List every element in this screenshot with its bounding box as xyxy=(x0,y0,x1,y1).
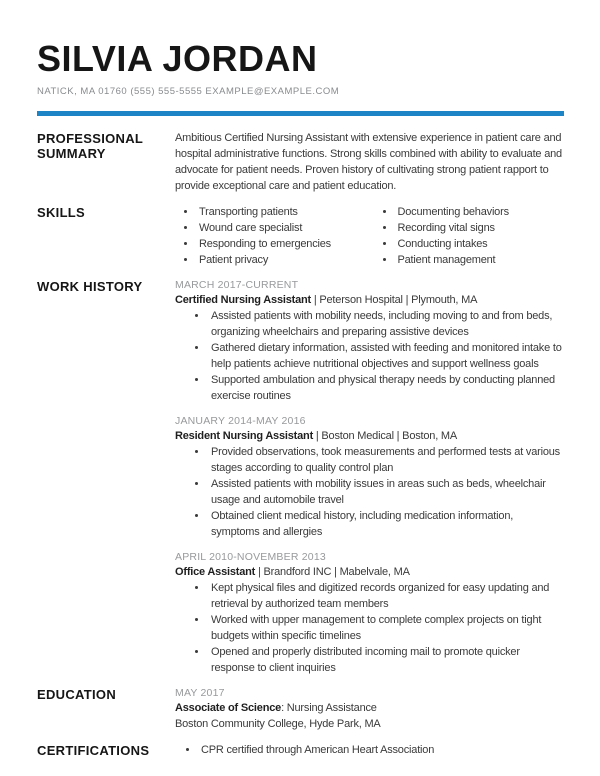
job-bullet: • Assisted patients with mobility issues in areas such as beds, wheelchair usage and automobile travel xyxy=(208,476,564,508)
section-education xyxy=(37,686,564,732)
summary-heading: PROFESSIONAL SUMMARY xyxy=(37,131,143,161)
job-bullet-list xyxy=(175,444,564,540)
resume-header xyxy=(37,40,564,116)
certification-list xyxy=(175,742,564,758)
job-dates: APRIL 2010-NOVEMBER 2013 xyxy=(175,551,326,563)
skills-column-2 xyxy=(374,204,565,268)
certifications-content xyxy=(175,742,564,758)
job-bullet: • Supported ambulation and physical therapy needs by conducting planned exercise routines xyxy=(208,372,564,404)
job-bullet: • Kept physical files and digitized records organized for easy updating and retrieval by authorized team members xyxy=(208,580,564,612)
job-dates: MARCH 2017-CURRENT xyxy=(175,279,299,291)
job-bullet: • Opened and properly distributed incoming mail to promote quicker response to client inquiries xyxy=(208,644,564,676)
job-company-location: | Boston Medical | Boston, MA xyxy=(313,430,458,442)
job-title: Office Assistant xyxy=(175,566,256,578)
job-entry xyxy=(175,278,564,404)
skill-item: • Patient management xyxy=(396,252,565,268)
job-company-location: | Brandford INC | Mabelvale, MA xyxy=(255,566,410,578)
skill-item: • Recording vital signs xyxy=(396,220,565,236)
job-title-line xyxy=(175,564,564,580)
contact-info: NATICK, MA 01760 (555) 555-5555 EXAMPLE@EXAMPLE.COM xyxy=(37,86,340,97)
education-degree-line xyxy=(175,700,564,716)
skill-item: • Responding to emergencies xyxy=(197,236,366,252)
section-work-history xyxy=(37,278,564,676)
skills-column-1 xyxy=(175,204,366,268)
job-title-line xyxy=(175,292,564,308)
job-bullet: • Provided observations, took measurements and performed tests at various stages according to quality control plan xyxy=(208,444,564,476)
education-degree: Associate of Science xyxy=(175,702,282,714)
section-professional-summary xyxy=(37,130,564,194)
skill-item: • Conducting intakes xyxy=(396,236,565,252)
job-title-line xyxy=(175,428,564,444)
skill-item: • Patient privacy xyxy=(197,252,366,268)
education-content xyxy=(175,686,564,732)
job-dates: JANUARY 2014-MAY 2016 xyxy=(175,415,306,427)
summary-content xyxy=(175,130,564,194)
education-school: Boston Community College, Hyde Park, MA xyxy=(175,718,381,730)
certifications-heading: CERTIFICATIONS xyxy=(37,743,150,758)
education-degree-detail: : Nursing Assistance xyxy=(281,702,377,714)
skill-item: • Transporting patients xyxy=(197,204,366,220)
job-bullet: • Worked with upper management to complete complex projects on tight budgets within specific timelines xyxy=(208,612,564,644)
job-entry xyxy=(175,414,564,540)
section-certifications xyxy=(37,742,564,758)
resume-body xyxy=(37,116,564,758)
skill-item: • Documenting behaviors xyxy=(396,204,565,220)
education-heading: EDUCATION xyxy=(37,687,117,702)
skills-content xyxy=(175,204,564,268)
job-bullet-list xyxy=(175,580,564,676)
job-company-location: | Peterson Hospital | Plymouth, MA xyxy=(311,294,478,306)
education-date: MAY 2017 xyxy=(175,687,225,699)
summary-text: Ambitious Certified Nursing Assistant with extensive experience in patient care and hospital administrative functions. Strong skills combined with ability to evaluate and advocate for patient needs. Proven history of cultivating strong patient rapport to provide exceptional care and patient education. xyxy=(175,132,562,192)
work-history-heading: WORK HISTORY xyxy=(37,279,143,294)
job-title: Certified Nursing Assistant xyxy=(175,294,311,306)
job-title: Resident Nursing Assistant xyxy=(175,430,314,442)
job-bullet: • Gathered dietary information, assisted with feeding and monitored intake to help patients achieve nutritional objectives and support wellness goals xyxy=(208,340,564,372)
job-entry xyxy=(175,550,564,676)
section-skills xyxy=(37,204,564,268)
candidate-name: SILVIA JORDAN xyxy=(37,38,318,79)
certification-item: • CPR certified through American Heart Association xyxy=(199,742,564,758)
skills-heading: SKILLS xyxy=(37,205,86,220)
skill-item: • Wound care specialist xyxy=(197,220,366,236)
job-bullet: • Assisted patients with mobility needs, including moving to and from beds, organizing wheelchairs and preparing assistive devices xyxy=(208,308,564,340)
job-bullet-list xyxy=(175,308,564,404)
work-history-content xyxy=(175,278,564,676)
job-bullet: • Obtained client medical history, including medication information, symptoms and allergies xyxy=(208,508,564,540)
